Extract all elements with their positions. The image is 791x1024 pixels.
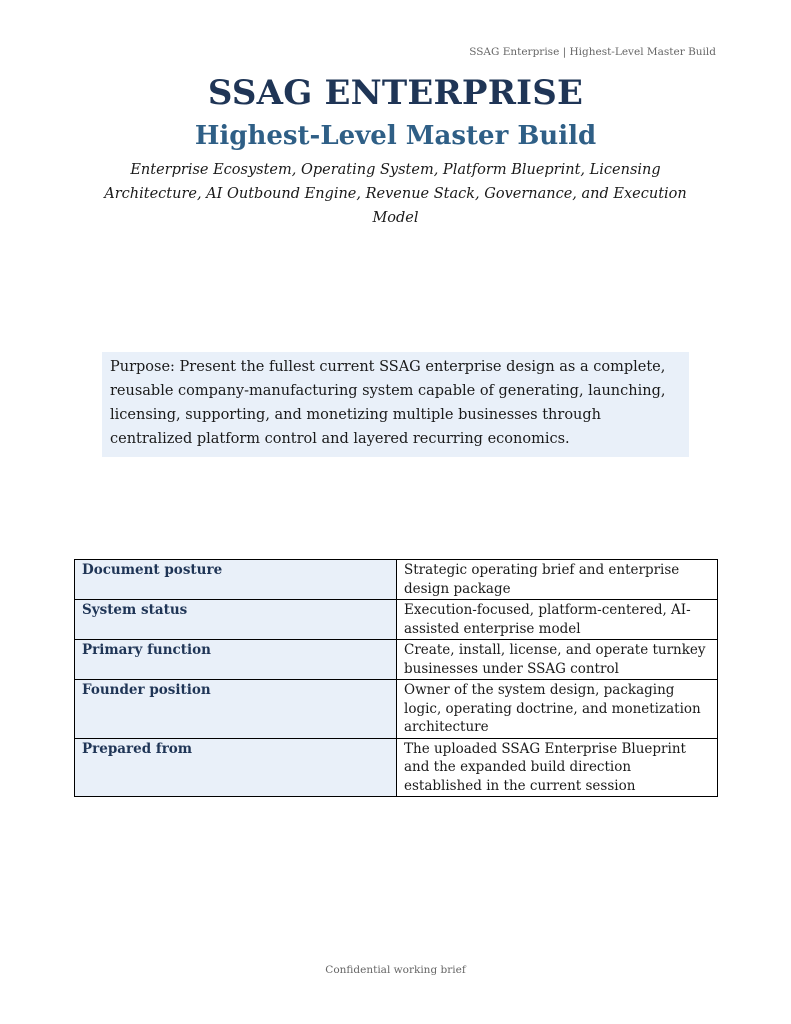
- info-table: [74, 559, 718, 797]
- row-label: Primary function: [75, 640, 397, 680]
- table-row: [75, 640, 718, 680]
- purpose-text: Purpose: Present the fullest current SSAG enterprise design as a complete, reusable company-manufacturing system capable of generating, launching, licensing, supporting, and monetizing multiple businesses through centralized platform control and layered recurring economics.: [110, 359, 666, 447]
- row-label: Founder position: [75, 680, 397, 739]
- running-header: SSAG Enterprise | Highest-Level Master Build: [469, 46, 716, 58]
- document-tagline: Enterprise Ecosystem, Operating System, Platform Blueprint, Licensing Architecture, AI Outbound Engine, Revenue Stack, Governance, and Execution Model: [104, 162, 687, 226]
- page-footer: Confidential working brief: [325, 964, 466, 976]
- document-subtitle: Highest-Level Master Build: [194, 121, 597, 151]
- row-label: System status: [75, 600, 397, 640]
- table-row: [75, 600, 718, 640]
- row-value: Execution-focused, platform-centered, AI-assisted enterprise model: [397, 600, 718, 640]
- row-value: The uploaded SSAG Enterprise Blueprint and the expanded build direction established in the current session: [397, 738, 718, 797]
- row-label: Document posture: [75, 560, 397, 600]
- row-value: Strategic operating brief and enterprise design package: [397, 560, 718, 600]
- row-value: Create, install, license, and operate turnkey businesses under SSAG control: [397, 640, 718, 680]
- document-title: SSAG ENTERPRISE: [207, 73, 584, 113]
- row-value: Owner of the system design, packaging logic, operating doctrine, and monetization architecture: [397, 680, 718, 739]
- table-row: [75, 680, 718, 739]
- row-label: Prepared from: [75, 738, 397, 797]
- table-row: [75, 738, 718, 797]
- purpose-box: [102, 352, 689, 457]
- table-row: [75, 560, 718, 600]
